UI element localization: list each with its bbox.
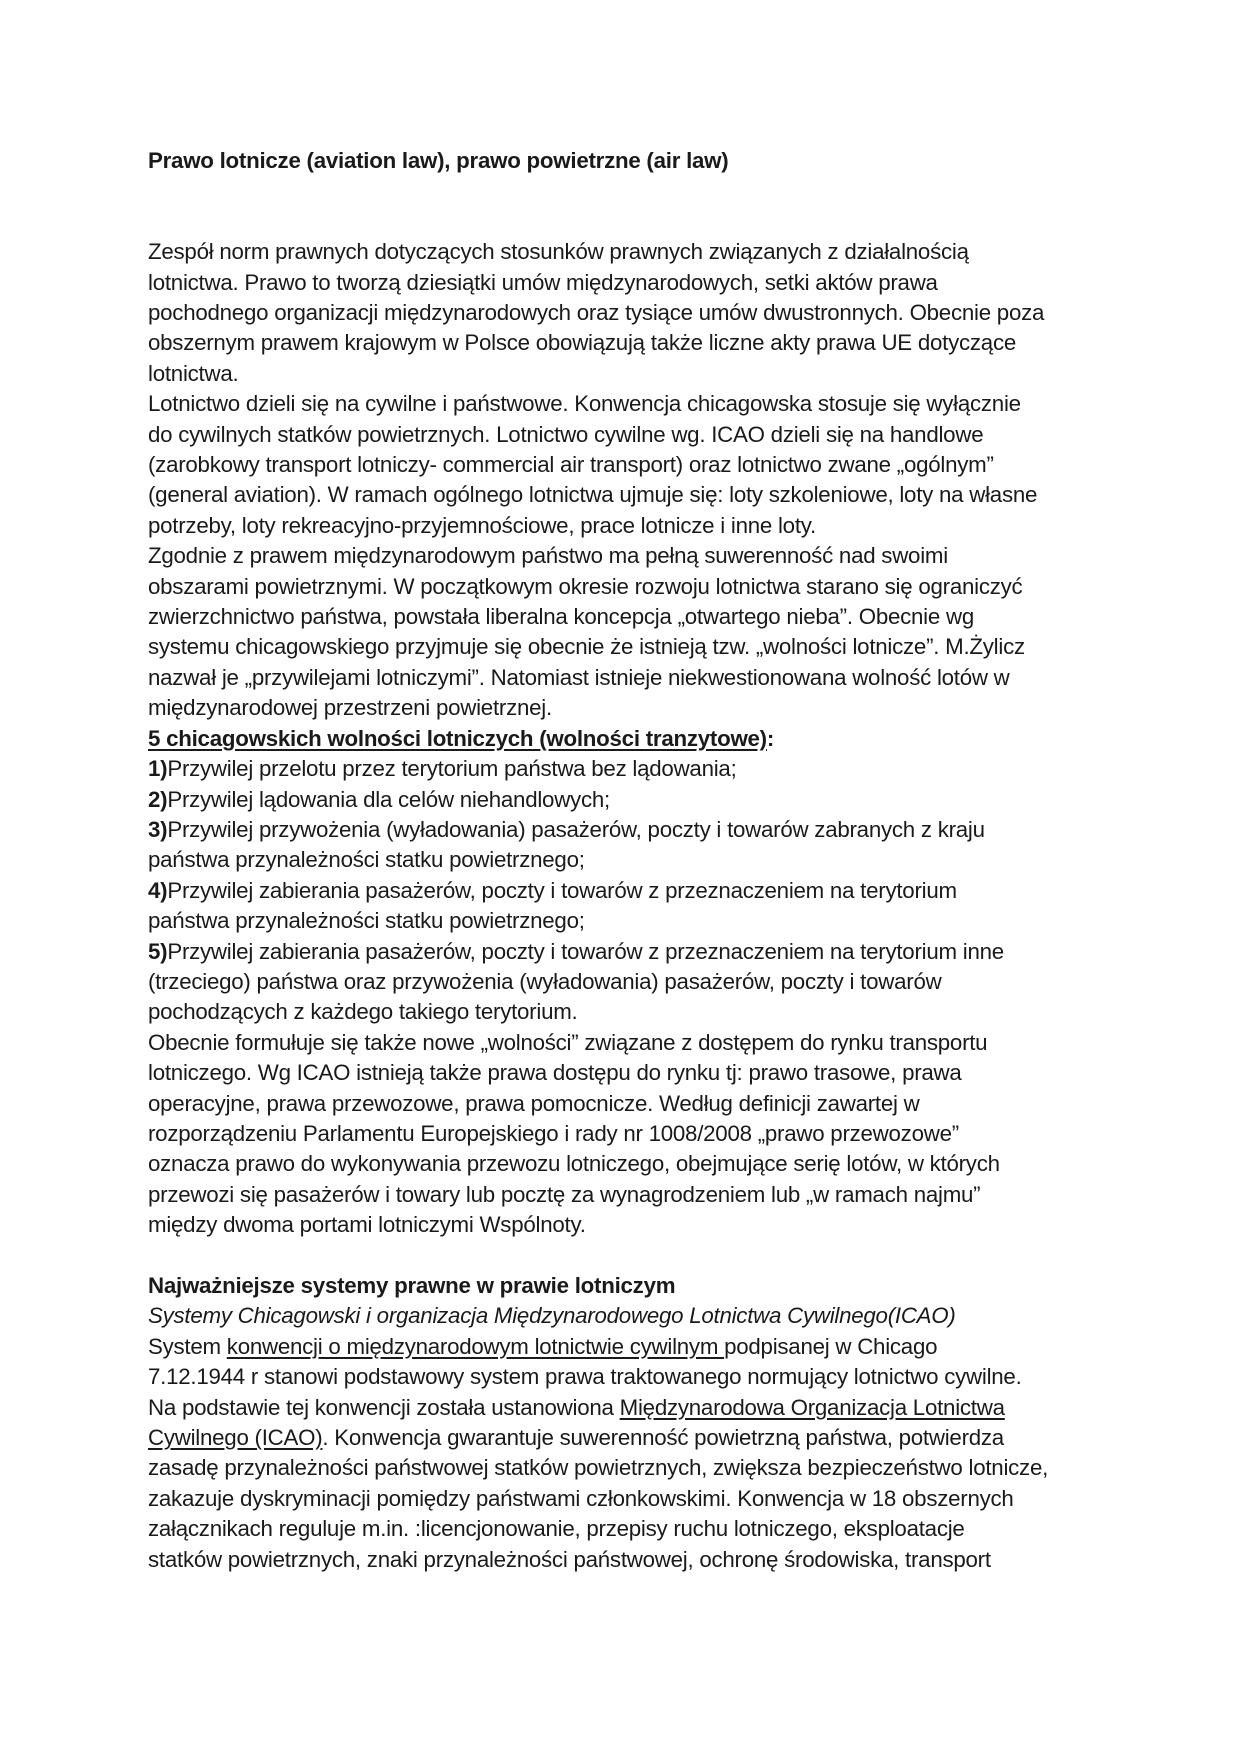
text-line: operacyjne, prawa przewozowe, prawa pomocnicze. Według definicji zawartej w xyxy=(148,1090,920,1116)
freedom-text-cont: pochodzących z każdego takiego terytorium. xyxy=(148,999,578,1025)
text-fragment: Na podstawie tej konwencji została ustanowiona xyxy=(148,1394,620,1420)
freedom-number: 4) xyxy=(148,877,168,903)
text-line: oznacza prawo do wykonywania przewozu lotniczego, obejmujące serię lotów, w których xyxy=(148,1151,1000,1177)
text-line: Obecnie formułuje się także nowe „wolności” związane z dostępem do rynku transportu xyxy=(148,1029,988,1055)
freedom-text: Przywilej zabierania pasażerów, poczty i towarów z przeznaczeniem na terytorium inne xyxy=(167,938,1004,964)
systems-line-2: 7.12.1944 r stanowi podstawowy system prawa traktowanego normujący lotnictwo cywilne. xyxy=(148,1364,1022,1390)
freedom-number: 2) xyxy=(148,786,168,812)
freedom-item-2 xyxy=(148,785,1108,815)
text-line: (zarobkowy transport lotniczy- commercial air transport) oraz lotnictwo zwane „ogólnym” xyxy=(148,452,994,478)
freedom-text: Przywilej lądowania dla celów niehandlowych; xyxy=(167,786,610,812)
text-line: (general aviation). W ramach ogólnego lotnictwa ujmuje się: loty szkoleniowe, loty na własne xyxy=(148,482,1038,508)
text-line: nazwał je „przywilejami lotniczymi”. Natomiast istnieje niekwestionowana wolność lotów w xyxy=(148,664,1010,690)
market-access-paragraph xyxy=(148,1028,1108,1241)
document-title: Prawo lotnicze (aviation law), prawo powietrzne (air law) xyxy=(148,148,729,173)
text-line: statków powietrznych, znaki przynależności państwowej, ochronę środowiska, transport xyxy=(148,1546,991,1572)
convention-link[interactable]: konwencji o międzynarodowym lotnictwie cywilnym xyxy=(226,1333,725,1359)
freedom-item-3 xyxy=(148,815,1108,845)
icao-link-cont[interactable]: Cywilnego (ICAO) xyxy=(148,1425,323,1451)
text-fragment: . Konwencja gwarantuje suwerenność powietrzną państwa, potwierdza xyxy=(322,1425,1004,1451)
freedom-item-4 xyxy=(148,876,1108,906)
freedom-item-1 xyxy=(148,754,1108,784)
intro-paragraph xyxy=(148,237,1108,724)
text-line: do cywilnych statków powietrznych. Lotnictwo cywilne wg. ICAO dzieli się na handlowe xyxy=(148,421,984,447)
text-line: obszarami powietrznymi. W początkowym okresie rozwoju lotnictwa starano się ograniczyć xyxy=(148,573,1023,599)
text-line: lotnictwa. Prawo to tworzą dziesiątki umów międzynarodowych, setki aktów prawa xyxy=(148,269,938,295)
freedom-text-cont: (trzeciego) państwa oraz przywożenia (wyładowania) pasażerów, poczty i towarów xyxy=(148,968,942,994)
text-line: systemu chicagowskiego przyjmuje się obecnie że istnieją tzw. „wolności lotnicze”. M.Żylicz xyxy=(148,634,1025,660)
text-fragment: podpisanej w Chicago xyxy=(724,1333,938,1359)
freedom-text: Przywilej przywożenia (wyładowania) pasażerów, poczty i towarów zabranych z kraju xyxy=(167,816,985,842)
freedoms-heading-line xyxy=(148,724,1108,754)
text-line: obszernym prawem krajowym w Polsce obowiązują także liczne akty prawa UE dotyczące xyxy=(148,330,1017,356)
text-line: rozporządzeniu Parlamentu Europejskiego i rady nr 1008/2008 „prawo przewozowe” xyxy=(148,1120,959,1146)
text-line: lotnictwa. xyxy=(148,360,239,386)
freedom-number: 3) xyxy=(148,816,168,842)
text-line: potrzeby, loty rekreacyjno-przyjemnościowe, prace lotnicze i inne loty. xyxy=(148,512,816,538)
freedom-item-5 xyxy=(148,937,1108,967)
freedom-text-cont: państwa przynależności statku powietrznego; xyxy=(148,908,585,934)
freedoms-heading-colon: : xyxy=(766,725,775,751)
text-line: międzynarodowej przestrzeni powietrznej. xyxy=(148,695,552,721)
freedom-text: Przywilej zabierania pasażerów, poczty i towarów z przeznaczeniem na terytorium xyxy=(167,877,957,903)
text-line: załącznikach reguluje m.in. :licencjonowanie, przepisy ruchu lotniczego, eksploatacje xyxy=(148,1516,965,1542)
freedoms-heading: 5 chicagowskich wolności lotniczych (wolności tranzytowe) xyxy=(148,725,767,751)
text-line: Zespół norm prawnych dotyczących stosunków prawnych związanych z działalnością xyxy=(148,239,969,265)
systems-section xyxy=(148,1271,1108,1575)
paragraph-gap xyxy=(148,1241,1108,1271)
text-line: Zgodnie z prawem międzynarodowym państwo ma pełną suwerenność nad swoimi xyxy=(148,543,948,569)
freedoms-section xyxy=(148,724,1108,1028)
freedom-number: 5) xyxy=(148,938,168,964)
freedom-number: 1) xyxy=(148,756,168,782)
document-page xyxy=(148,146,1108,1575)
text-line: przewozi się pasażerów i towary lub pocztę za wynagrodzeniem lub „w ramach najmu” xyxy=(148,1181,981,1207)
text-line: zwierzchnictwo państwa, powstała liberalna koncepcja „otwartego nieba”. Obecnie wg xyxy=(148,604,974,630)
systems-subheading: Systemy Chicagowski i organizacja Międzynarodowego Lotnictwa Cywilnego(ICAO) xyxy=(148,1303,956,1329)
freedom-text: Przywilej przelotu przez terytorium państwa bez lądowania; xyxy=(167,756,737,782)
systems-line-3 xyxy=(148,1393,1108,1423)
text-line: pochodnego organizacji międzynarodowych oraz tysiące umów dwustronnych. Obecnie poza xyxy=(148,300,1045,326)
text-fragment: System xyxy=(148,1333,227,1359)
systems-line-1 xyxy=(148,1332,1108,1362)
text-line: Lotnictwo dzieli się na cywilne i państwowe. Konwencja chicagowska stosuje się wyłącznie xyxy=(148,391,1021,417)
text-line: zakazuje dyskryminacji pomiędzy państwami członkowskimi. Konwencja w 18 obszernych xyxy=(148,1485,1014,1511)
text-line: lotniczego. Wg ICAO istnieją także prawa dostępu do rynku tj: prawo trasowe, prawa xyxy=(148,1060,962,1086)
text-line: zasadę przynależności państwowej statków powietrznych, zwiększa bezpieczeństwo lotnicze, xyxy=(148,1455,1049,1481)
freedom-text-cont: państwa przynależności statku powietrznego; xyxy=(148,847,585,873)
text-line: między dwoma portami lotniczymi Wspólnoty. xyxy=(148,1212,586,1238)
systems-heading: Najważniejsze systemy prawne w prawie lotniczym xyxy=(148,1273,676,1298)
icao-link[interactable]: Międzynarodowa Organizacja Lotnictwa xyxy=(619,1394,1005,1420)
systems-line-4 xyxy=(148,1423,1108,1453)
